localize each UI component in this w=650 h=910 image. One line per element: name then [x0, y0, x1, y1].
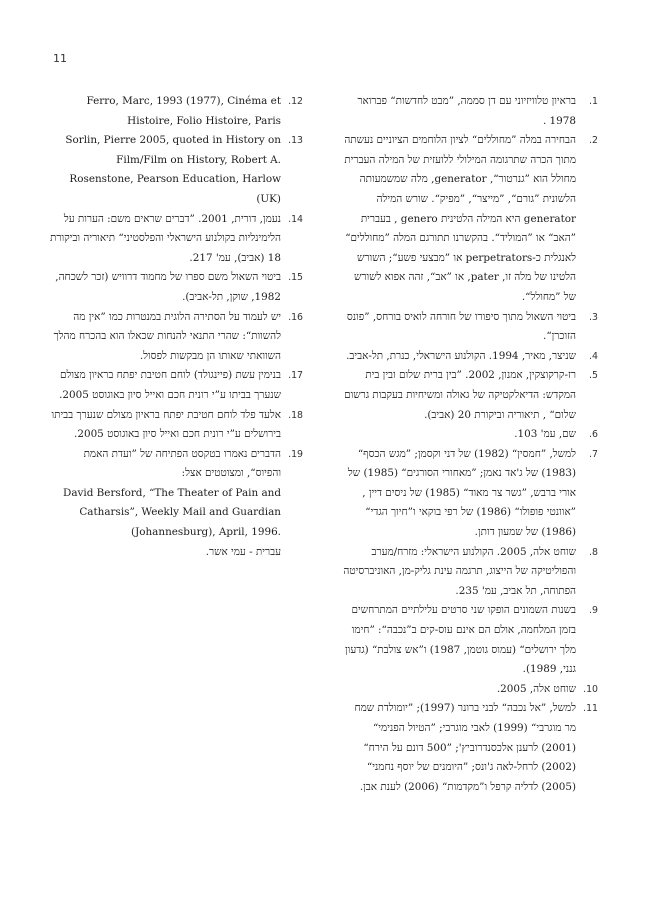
endnote-number: 19. [288, 448, 303, 460]
endnote-text: שוחט אלה, 2005. [496, 682, 576, 695]
endnote [342, 425, 598, 445]
endnote-number: 15. [288, 272, 303, 284]
endnote [342, 347, 598, 367]
endnote-text: שם, עמ' 103. [514, 428, 576, 441]
endnote-number: 7. [589, 448, 598, 460]
endnote [342, 699, 598, 797]
endnote [50, 308, 303, 367]
endnote-citation: David Bersford, “The Theater of Pain and Catharsis”, Weekly Mail and Guardian (Johannesburg), April, 1996. [62, 486, 281, 539]
endnote [50, 131, 303, 209]
endnote-number: 2. [589, 135, 598, 147]
endnote-number: 3. [589, 311, 598, 323]
endnote-number: 14. [288, 213, 303, 225]
page-number: 11 [53, 52, 67, 65]
endnote-text: רז-קרקוצקין, אמנון, 2002. ”בין ברית שלום ובין בית המקדש: הדיאלקטיקה של גאולה ומשיחיות בעקבות גרשום שלום“ , תיאוריה וביקורת 20 (אביב). [344, 369, 576, 421]
endnote-number: 12. [288, 96, 303, 107]
endnote [50, 92, 303, 131]
endnote-text: Ferro, Marc, 1993 (1977), Cinéma et Histoire, Folio Histoire, Paris [86, 95, 281, 127]
endnote [342, 308, 598, 347]
endnote-text: נעמן, דורית, 2001. ”דברים שראים משם: הערות על הלימינליות בקולנוע הישראלי והפלסטיני“ תיאוריה וביקורת 18 (אביב), עמ' 217. [50, 212, 281, 264]
endnote-text: בראיון טלוויזיוני עם דן סממה, ”מבט לחדשות“ פברואר 1978 . [357, 95, 576, 127]
endnote [50, 366, 303, 405]
endnote-number: 11. [583, 703, 598, 715]
endnote [342, 601, 598, 679]
endnote [50, 406, 303, 445]
endnote-text: בשנות השמונים הופקו שני סרטים עלילתיים המתרחשים בזמן המלחמה, אולם הם אינם עוס-קים ב”נכבה“: ”חימו מלך ירושלים“ (עמוס גוטמן, 1987) ו”אש צולבת“ (גדעון גנני, 1989). [345, 604, 576, 676]
endnote-number: 18. [288, 409, 303, 421]
endnote-number: 4. [589, 350, 598, 362]
endnote-text: שניצר, מאיר, 1994. הקולנוע הישראלי, כנרת, תל-אביב. [346, 349, 576, 362]
endnote [342, 92, 598, 131]
endnote-number: 5. [589, 370, 598, 382]
endnote [342, 366, 598, 425]
endnote [342, 543, 598, 602]
endnote-text: הבחירה במלה ”מחוללים“ לציון הלוחמים הציוניים נעשתה מתוך הכרה שתרגומה המילולי ללועזית של המילה העברית מחולל הוא ”גנרטור“, generator, מלה שמשמעותה הלשונית ”גורם“, ”מייצר“, ”מפיק“. שורש המילה generator היא המילה הלטינית genero , בעברית ”האב“ או ”המוליד“. בהקשרנו תתורגם המלה ”מחוללים“ לאנגלית כ-perpetrators או ”מבצעי פשע“; השורש הלטינו של מלה זו, pater, או ”אב“, זהה אפוא לשורש של ”מחולל“. [344, 134, 576, 303]
endnote-text: אלעד פלד לוחם חטיבת יפתח בראיון מצולם שנערך בביתו בירושלים ע”י רונית חכם ואייל סיון באוגוסט 2005. [51, 408, 281, 441]
endnote-number: 9. [589, 605, 598, 617]
endnote-number: 17. [288, 370, 303, 382]
endnote-number: 8. [589, 546, 598, 558]
endnote-number: 16. [288, 311, 303, 323]
endnote-text: הדברים נאמרו בטקסט הפתיחה של ”ועדת האמת והפיוס“, ומצוטטים אצל: [83, 447, 281, 480]
endnote-number: 13. [288, 135, 303, 147]
endnote-number: 10. [583, 683, 598, 695]
endnote-number: 6. [589, 429, 598, 441]
endnote-text: למשל, ”חמסין“ (1982) של דני וקסמן; ”מגש הכסף“ (1983) של ג'אד נאמן; ”מאחורי הסורגים“ (1985) של אורי ברבש, ”גשר צר מאוד“ (1985) של ניסים דיין , ”אוונטי פופולו“ (1986) של רפי בוקאי ו”חיוך הגדי“ (1986) של שמעון דותן. [347, 447, 576, 539]
endnote-text: בנימין עשת (פיינגולד) לוחם חטיבת יפתח בראיון מצולם שנערך בביתו ע”י רונית חכם ואייל סיון באוגוסט 2005. [59, 369, 281, 401]
endnotes-column-right [342, 92, 598, 797]
endnote [342, 445, 598, 543]
endnote-text: ביטוי השאול מתוך סיפורו של חורחה לואיס בורחס, ”פונס הזוכרן“. [346, 310, 576, 343]
endnote-text: Sorlin, Pierre 2005, quoted in History on Film/Film on History, Robert A. Rosenstone, Pearson Education, Harlow (UK) [65, 134, 281, 205]
endnote [342, 131, 598, 307]
endnote-text: ביטוי השאול משם ספרו של מחמוד דרוויש (זכר לשכחה, 1982, שוקן, תל-אביב). [55, 271, 281, 303]
endnote [50, 210, 303, 269]
endnotes-column-left [50, 92, 303, 562]
endnote-text: למשל, ”אל נכבה“ לבני ברונר (1997); ”יומולדת שמח מר מוגרבי“ (1999) לאבי מוגרבי; ”הטיול הפנימי“ (2001) לרענן אלכסנדרוביץ'; ”500 דונם על הירח“ (2002) לרחל-לאה ג'ונס; ”היומנים של יוסף נחמני“ (2005) לדליה קרפל ו”מקדמות“ (2006) לענת אבן. [354, 702, 576, 793]
endnote [342, 680, 598, 700]
endnote-text: יש לעמוד על הסתירה הלוגית במנטרות כמו ”אין מה להשוות“: שהרי התנאי להנחות שכאלו הוא בהכרח מהלך השוואתי שאותו הן מבקשות לפסול. [53, 310, 281, 362]
translation-credit: עברית - עמי אשר. [205, 545, 281, 558]
endnote [50, 268, 303, 307]
endnote-text: שוחט אלה, 2005. הקולנוע הישראלי: מזרח/מערב והפוליטיקה של הייצוג, תרגמה עינת גליק-מן, האוניברסיטה הפתוחה, תל אביב, עמ' 235. [343, 545, 576, 597]
endnote-number: 1. [589, 96, 598, 107]
endnote [50, 445, 303, 563]
